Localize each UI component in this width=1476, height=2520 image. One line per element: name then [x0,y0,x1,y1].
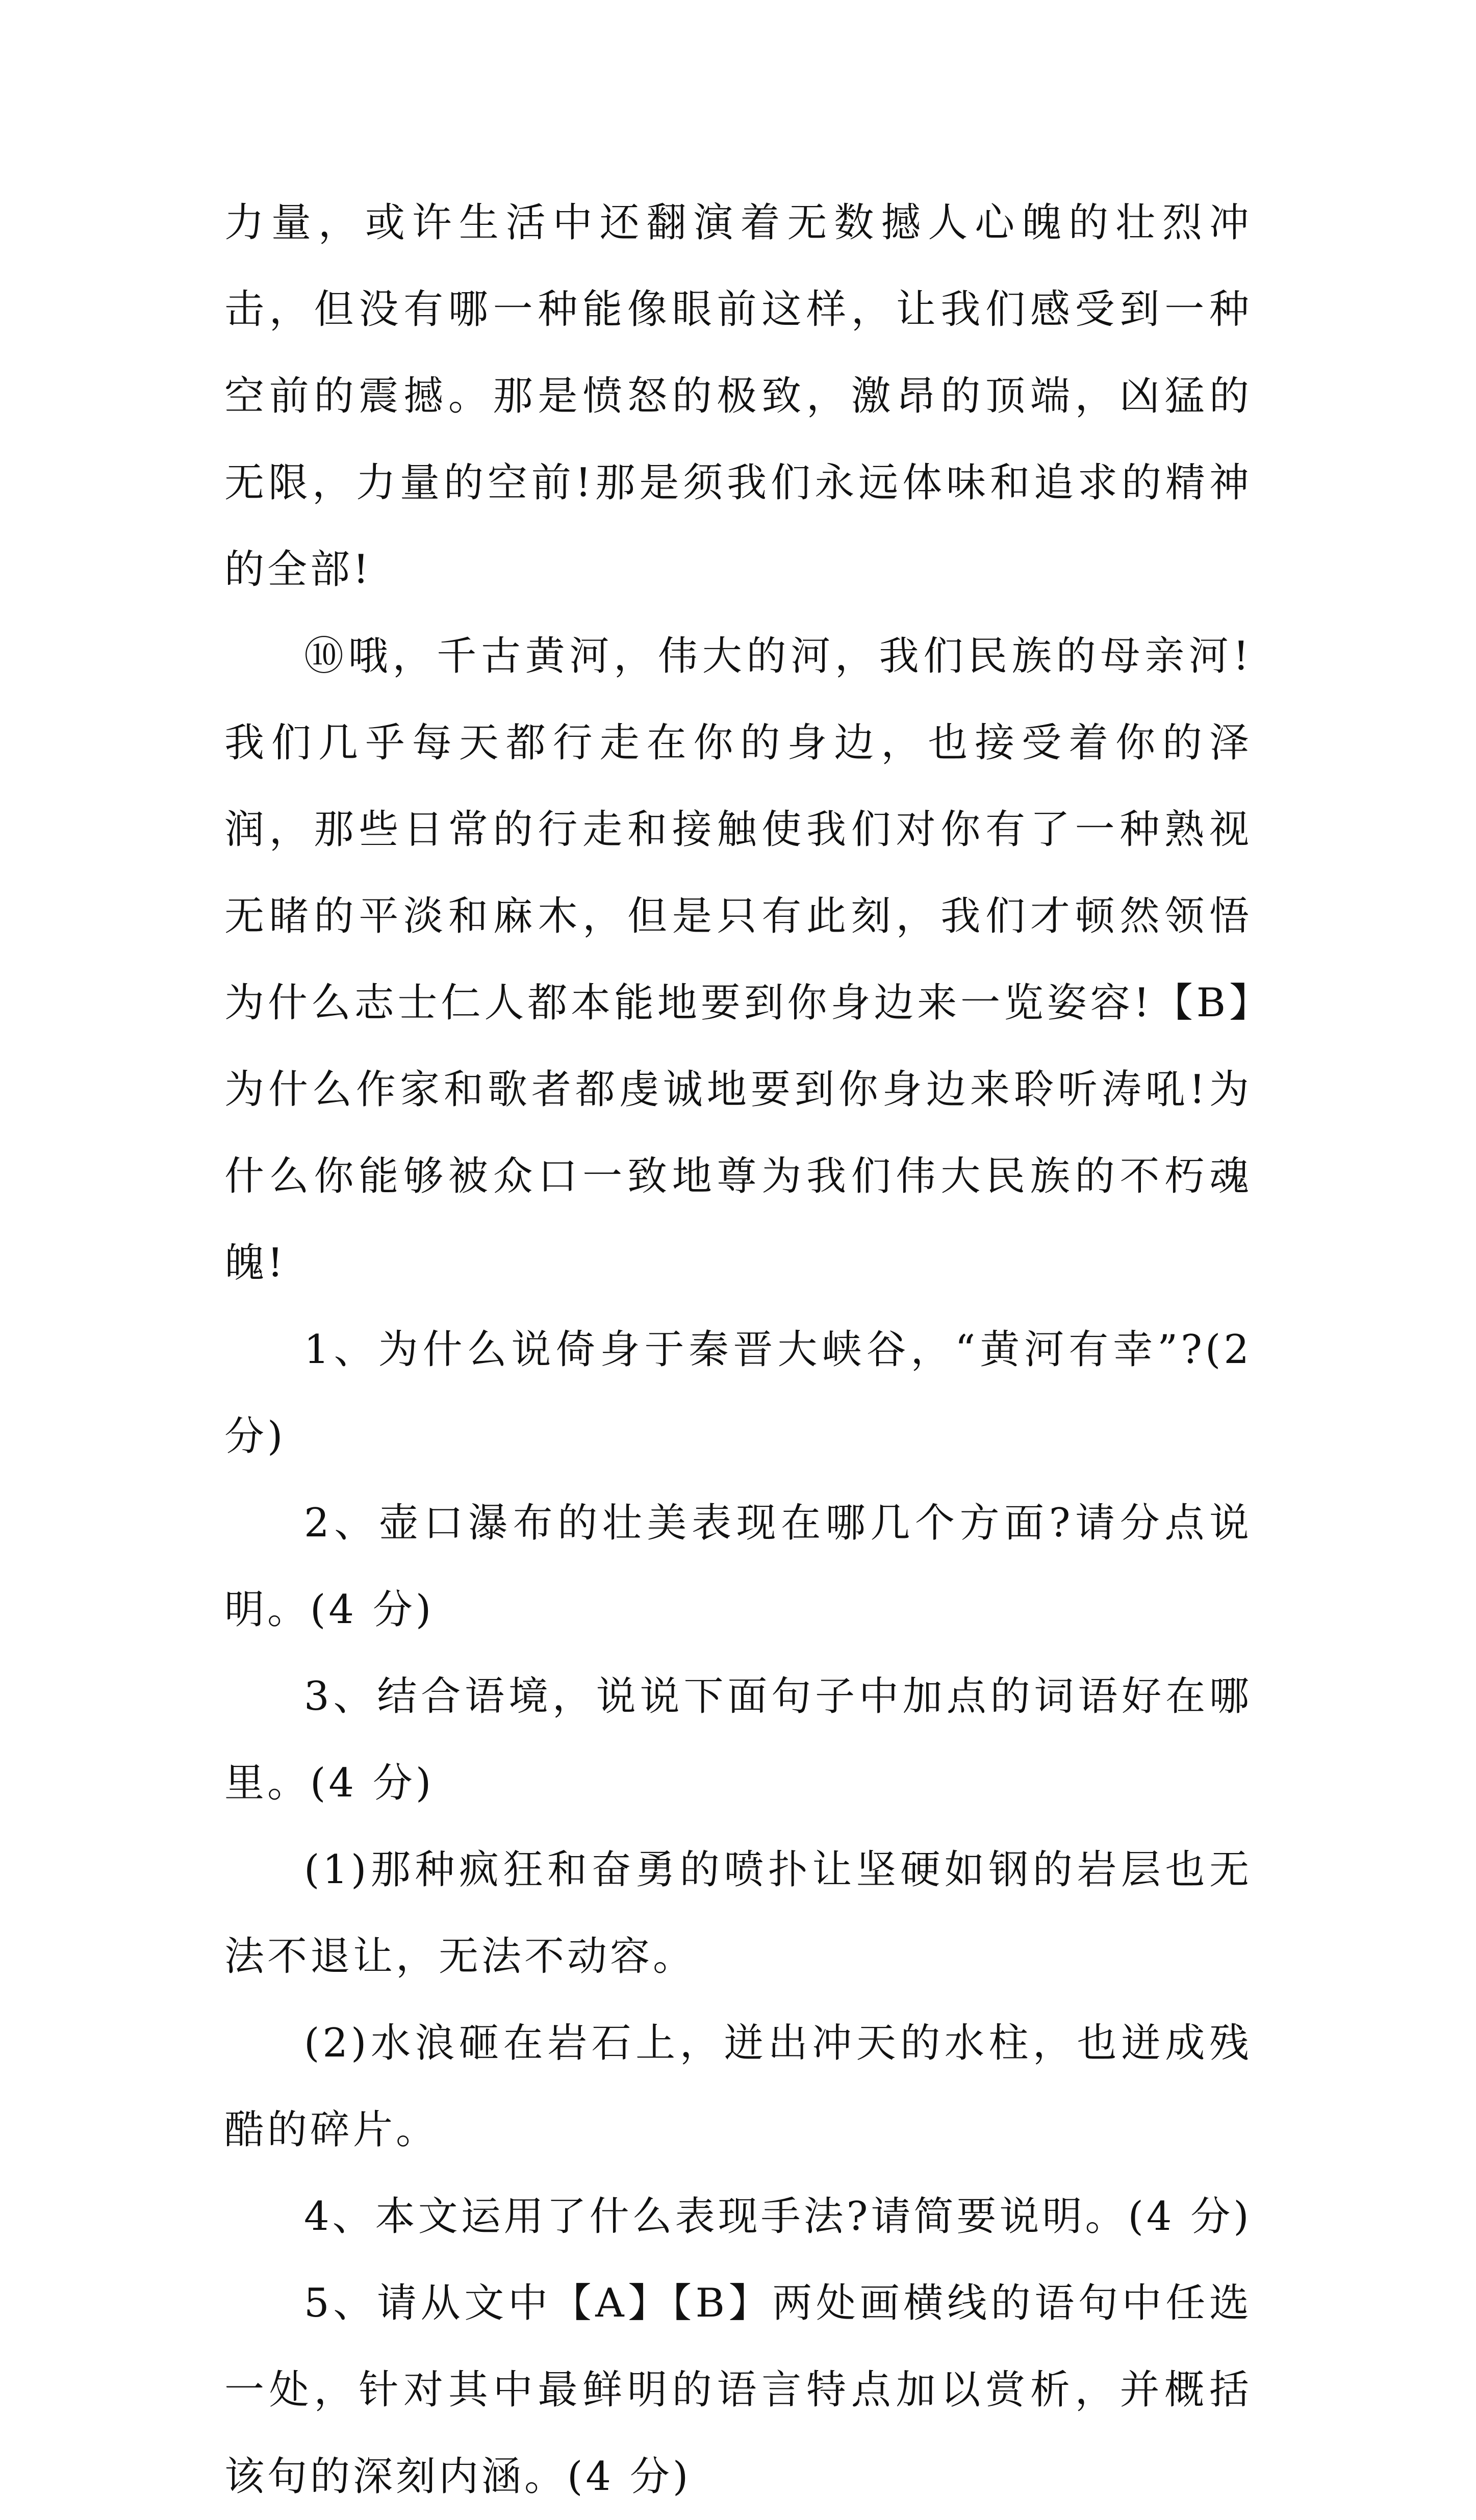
question-1: 1、为什么说倚身于秦晋大峡谷，“黄河有幸”?(2 分) [224,1327,1252,1459]
paragraph-10: ⑩哦，千古黄河，伟大的河，我们民族的母亲河!我们几乎每天都行走在你的身边，也接受着你的泽润，那些日常的行走和接触使我们对你有了一种熟视无睹的平淡和麻木，但是只有此刻，我们才顿然领悟为什么志士仁人都本能地要到你身边来一览姿容!【B】为什么作家和歌者都虔诚地要到你身边来聆听涛吼!为什么你能够被众口一致地尊为我们伟大民族的不朽魂魄! [224,633,1252,1286]
question-4: 4、本文运用了什么表现手法?请简要说明。(4 分) [304,2194,1252,2240]
question-2: 2、壶口瀑布的壮美表现在哪几个方面?请分点说明。(4 分) [224,1500,1252,1633]
question-5: 5、请从文中【A】【B】两处画横线的语句中任选一处，针对其中最鲜明的语言特点加以赏析，并概括该句的深刻内涵。(4 分) [224,2280,1252,2500]
question-3-sentence-2: (2)水浪砸在岩石上，迸出冲天的水柱，也迸成残酷的碎片。 [224,2020,1252,2153]
article-text [224,179,1252,2520]
question-3: 3、结合语境，说说下面句子中加点的词语好在哪里。(4 分) [224,1674,1252,1806]
question-3-sentence-1: (1)那种疯狂和奋勇的喷扑让坚硬如钢的岩层也无法不退让，无法不动容。 [224,1847,1252,1979]
paragraph-9-continued: 力量，或许生活中还翻演着无数撼人心魄的壮烈冲击，但没有哪一种能像眼前这样，让我们感受到一种空前的震撼。那是愤怒的极致，激昂的顶端，凶猛的无限，力量的空前!那是须我们永远体味和追求的精神的全部! [224,200,1252,593]
